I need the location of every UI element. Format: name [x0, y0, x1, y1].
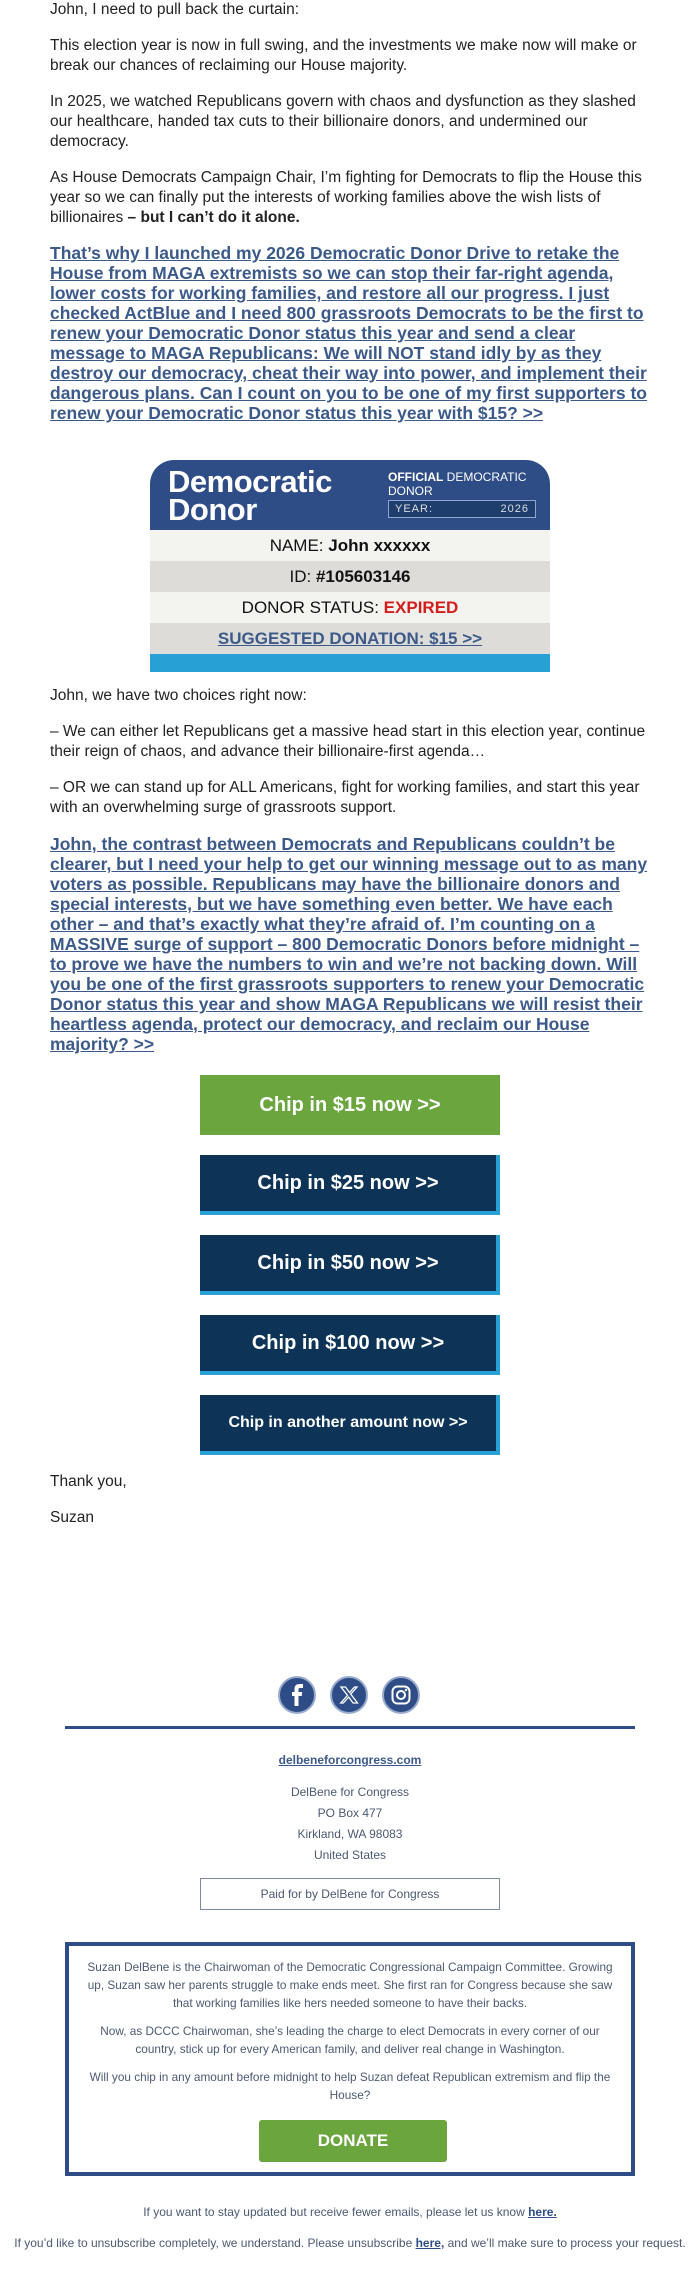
- bio-box: [65, 1942, 635, 2176]
- card-year: [388, 500, 536, 518]
- fewer-emails-text: If you want to stay updated but receive fewer emails, please let us know: [143, 2205, 529, 2219]
- name-label: NAME:: [269, 536, 329, 555]
- card-brand-line-2: Donor: [168, 492, 257, 527]
- id-label: ID:: [289, 567, 316, 586]
- suggested-donation-link[interactable]: SUGGESTED DONATION: $15 >>: [217, 629, 483, 648]
- website-link[interactable]: delbeneforcongress.com: [278, 1753, 422, 1767]
- unsubscribe-text: If you’d like to unsubscribe completely, we understand. Please unsubscribe: [14, 2236, 416, 2250]
- card-brand-line-1: Democratic: [168, 464, 332, 499]
- chip-in-25-button[interactable]: Chip in $25 now >>: [200, 1155, 500, 1215]
- bio-paragraph-3: Will you chip in any amount before midnight to help Suzan defeat Republican extremism and flip the House?: [89, 2070, 611, 2102]
- country-line: United States: [313, 1848, 387, 1862]
- card-name-row: [150, 530, 550, 561]
- name-value: John xxxxxx: [328, 536, 431, 555]
- paragraph-2: In 2025, we watched Republicans govern with chaos and dysfunction as they slashed our healthcare, handed tax cuts to their billionaire donors, and undermined our democracy.: [50, 93, 636, 150]
- paragraph-3: [50, 168, 650, 228]
- card-brand: [168, 464, 332, 527]
- status-label: DONOR STATUS:: [241, 598, 384, 617]
- id-value: #105603146: [315, 567, 411, 586]
- choice-2: – OR we can stand up for ALL Americans, fight for working families, and start this year with an overwhelming surge of grassroots support.: [50, 779, 640, 816]
- card-status-row: [150, 592, 550, 623]
- unsubscribe-line: [0, 2234, 700, 2252]
- choice-1: – We can either let Republicans get a massive head start in this election year, continue their reign of chaos, and advance their billionaire-first agenda…: [50, 723, 646, 760]
- year-value: 2026: [500, 503, 529, 515]
- city-line: Kirkland, WA 98083: [297, 1827, 403, 1841]
- bio-paragraph-2: Now, as DCCC Chairwoman, she’s leading the charge to elect Democrats in every corner of our country, stick up for every American family, and deliver real change in Washington.: [100, 2024, 600, 2056]
- paragraph-3-emphasis: – but I can’t do it alone.: [127, 209, 300, 226]
- contrast-link[interactable]: John, the contrast between Democrats and Republicans couldn’t be clearer, but I need your help to get our winning message out to as many voters as possible. Republicans may have the billionaire donors and special interests, but we have something even better. We have each other – and that’s exactly what they’re afraid of. I’m counting on a MASSIVE surge of support – 800 Democratic Donors before midnight – to prove we have the numbers to win and we’re not backing down. Will you be one of the first grassroots supporters to renew your Democratic Donor status this year and show MAGA Republicans we will resist their heartless agenda, protect our democracy, and reclaim our House majority? >>: [50, 834, 648, 1054]
- paragraph-1: This election year is now in full swing, and the investments we make now will make or break our chances of reclaiming our House majority.: [50, 37, 637, 74]
- choices-intro: John, we have two choices right now:: [50, 687, 307, 704]
- sign-off: Thank you,: [50, 1473, 127, 1490]
- signature: Suzan: [50, 1509, 94, 1526]
- x-icon[interactable]: [330, 1676, 368, 1714]
- donate-button[interactable]: DONATE: [259, 2120, 447, 2162]
- official-rest: DEMOCRATIC DONOR: [388, 470, 527, 498]
- card-footer-stripe: [150, 654, 550, 672]
- donor-drive-link[interactable]: That’s why I launched my 2026 Democratic Donor Drive to retake the House from MAGA extremists so we can stop their far-right agenda, lower costs for working families, and restore all our progress. I just checked ActBlue and I need 800 grassroots Democrats to be the first to renew your Democratic Donor status this year and send a clear message to MAGA Republicans: We will NOT stand idly by as they destroy our democracy, cheat their way into power, and implement their dangerous plans. Can I count on you to be one of my first supporters to renew your Democratic Donor status this year with $15? >>: [50, 243, 647, 423]
- po-box: PO Box 477: [317, 1806, 383, 1820]
- facebook-icon[interactable]: [278, 1676, 316, 1714]
- chip-in-50-button[interactable]: Chip in $50 now >>: [200, 1235, 500, 1295]
- status-value: EXPIRED: [383, 598, 459, 617]
- card-id-row: [150, 561, 550, 592]
- year-label: YEAR:: [395, 503, 434, 515]
- chip-in-100-button[interactable]: Chip in $100 now >>: [200, 1315, 500, 1375]
- bio-paragraph-1: Suzan DelBene is the Chairwoman of the Democratic Congressional Campaign Committee. Growing up, Suzan saw her parents struggle to make ends meet. She first ran for Congress because she saw that working families like hers needed someone to have their backs.: [87, 1960, 613, 2010]
- chip-in-15-button[interactable]: Chip in $15 now >>: [200, 1075, 500, 1135]
- card-header: [150, 460, 550, 530]
- greeting: John, I need to pull back the curtain:: [50, 1, 300, 18]
- unsubscribe-text-end: and we’ll make sure to process your request.: [444, 2236, 686, 2250]
- footer-divider: [65, 1726, 635, 1729]
- donor-card[interactable]: [150, 460, 550, 672]
- paid-for-disclaimer: Paid for by DelBene for Congress: [200, 1878, 500, 1910]
- official-badge: [388, 470, 536, 518]
- instagram-icon[interactable]: [382, 1676, 420, 1714]
- chip-in-other-button[interactable]: Chip in another amount now >>: [200, 1395, 500, 1455]
- org-name: DelBene for Congress: [290, 1785, 410, 1799]
- unsubscribe-link[interactable]: here,: [415, 2236, 445, 2250]
- official-label: OFFICIAL: [388, 470, 444, 484]
- paragraph-3-text: As House Democrats Campaign Chair, I’m fighting for Democrats to flip the House this year so we can finally put the interests of working families above the wish lists of billionaires: [50, 169, 642, 226]
- fewer-emails-line: [0, 2203, 700, 2221]
- card-suggested-row: [150, 623, 550, 654]
- fewer-emails-link[interactable]: here.: [528, 2205, 557, 2219]
